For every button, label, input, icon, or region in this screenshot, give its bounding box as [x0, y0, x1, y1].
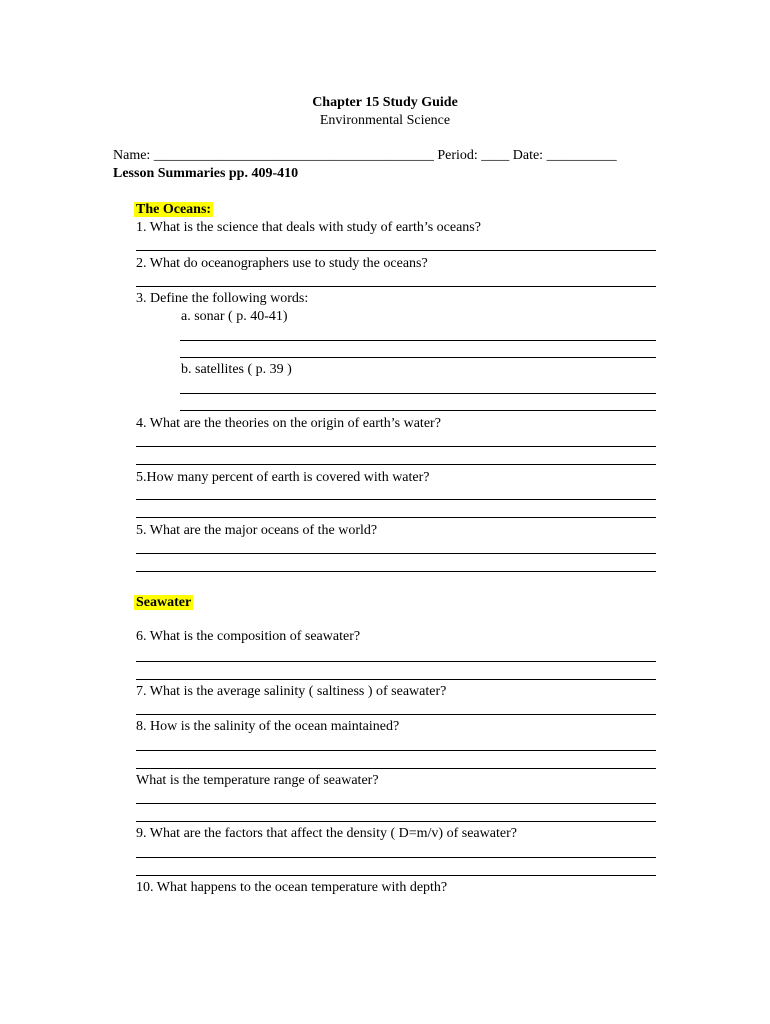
question-7: 7. What is the average salinity ( saltiness ) of seawater?	[136, 684, 447, 699]
question-1: 1. What is the science that deals with study of earth’s oceans?	[136, 220, 481, 235]
question-6: 6. What is the composition of seawater?	[136, 629, 361, 644]
question-4: 4. What are the theories on the origin of earth’s water?	[136, 416, 441, 431]
section-heading-oceans: The Oceans:	[136, 202, 212, 217]
question-3b: b. satellites ( p. 39 )	[181, 362, 292, 377]
answer-line[interactable]	[136, 553, 656, 554]
answer-line[interactable]	[136, 571, 656, 572]
name-period-date-line: Name: ________________________________________ Period: ____ Date: __________	[113, 148, 617, 163]
answer-line[interactable]	[136, 250, 656, 251]
question-temperature-range: What is the temperature range of seawater?	[136, 773, 379, 788]
answer-line[interactable]	[136, 714, 656, 715]
question-3: 3. Define the following words:	[136, 291, 309, 306]
answer-line[interactable]	[136, 499, 656, 500]
answer-line[interactable]	[136, 750, 656, 751]
question-2: 2. What do oceanographers use to study the oceans?	[136, 256, 428, 271]
section-heading-seawater: Seawater	[136, 595, 192, 610]
answer-line[interactable]	[136, 803, 656, 804]
answer-line[interactable]	[136, 286, 656, 287]
question-9: 9. What are the factors that affect the density ( D=m/v) of seawater?	[136, 826, 517, 841]
question-3a: a. sonar ( p. 40-41)	[181, 309, 288, 324]
answer-line[interactable]	[136, 875, 656, 876]
question-8: 8. How is the salinity of the ocean maintained?	[136, 719, 400, 734]
answer-line[interactable]	[136, 517, 656, 518]
answer-line[interactable]	[180, 410, 656, 411]
answer-line[interactable]	[136, 464, 656, 465]
question-5-percent: 5.How many percent of earth is covered with water?	[136, 470, 430, 485]
answer-line[interactable]	[136, 679, 656, 680]
answer-line[interactable]	[180, 340, 656, 341]
answer-line[interactable]	[180, 393, 656, 394]
answer-line[interactable]	[136, 857, 656, 858]
page-title: Chapter 15 Study Guide	[312, 95, 458, 110]
page-subtitle: Environmental Science	[319, 113, 451, 128]
lesson-summaries-label: Lesson Summaries pp. 409-410	[113, 166, 299, 181]
answer-line[interactable]	[136, 768, 656, 769]
answer-line[interactable]	[180, 357, 656, 358]
question-5-oceans: 5. What are the major oceans of the world?	[136, 523, 378, 538]
answer-line[interactable]	[136, 446, 656, 447]
answer-line[interactable]	[136, 661, 656, 662]
answer-line[interactable]	[136, 821, 656, 822]
question-10: 10. What happens to the ocean temperature with depth?	[136, 880, 448, 895]
